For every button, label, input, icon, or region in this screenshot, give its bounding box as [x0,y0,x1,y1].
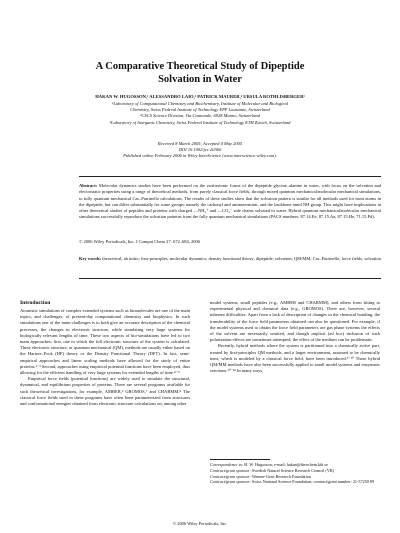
affiliation-line: ³Laboratory of Inorganic Chemistry, Swiss Federal Institute of Technology ETH Zürich, Switzerland [109,119,291,125]
published-online: Published online February 2006 in Wiley InterScience (www.interscience.wiley.com). [123,153,277,159]
footnote-rule [210,459,270,460]
affiliation-line: Chemistry, Swiss Federal Institute of Technology EPF Lausanne, Switzerland [130,107,270,113]
body-paragraph: Empirical force fields (potential functions) are widely used to simulate the structural, dynamical, and equilibrium properties of proteins. There are several programs available for such theoretical investigations, for example, AMBER,⁶ GROMOS,⁷ and CHARMM.⁸ The classical force fields used in these programs have often been parameterized from structures and conformational energies obtained from electronic structure calculations on, among other [20,376,190,407]
right-column [210,300,380,374]
received-accepted: Received 8 March 2005; Accepted 4 May 2005 [157,141,243,146]
title-line-2: Solvation in Water [158,74,242,85]
body-paragraph: model systems, small peptides (e.g., AMBER and CHARMM), and others from fitting to experimental physical and chemical data (e.g., GROMOS). There are, however, several inherent difficulties. Apart from a lack of description of changes in the chemical bonding, the transferability of the force field parameters obtained can also be questioned. For example, if the model systems used to obtain the force field parameters are gas phase systems the effects of the solvent are necessarily omitted, and though implicit (ad hoc) inclusion of such polarization effects are sometimes attempted, the effect of the medium can be problematic. [210,300,380,343]
corr-label: Contract/grant sponsor: [210,479,251,485]
correspondence-line [210,479,380,485]
keywords-label: Key words: [79,256,102,261]
author-list: HÅKAN W. HUGOSSON,¹ ALESSANDRO LAIO,¹ PATRICK MAURER,¹ URSULA ROTHLISBERGER¹ [95,94,305,99]
corr-label: Contract/grant sponsor: [210,473,251,479]
page-footer: © 2006 Wiley Periodicals, Inc. [172,521,228,526]
abstract-label: Abstract: [79,183,98,188]
keywords-text: theoretical; ab initio; first-principles; molecular dynamics; density functional theory; dipeptide; solvation; QM/MM; Car–Parrinello; force fields; solvation [102,256,381,261]
citation-line: © 2006 Wiley Periodicals, Inc. J Comput Chem 27: 672–684, 2006 [79,239,201,244]
corr-text: H. W. Hugosson; e-mail: hakan@theochem.kth.se [244,462,328,467]
corr-label: Correspondence to: [210,462,244,467]
affiliations [60,101,340,126]
corr-text: Wenner-Gren Research Foundation [251,473,311,479]
title-line-1: A Comparative Theoretical Study of Dipeptide [95,61,305,72]
affiliation-line: ¹Laboratory of Computational Chemistry and Biochemistry, Institute of Molecular and Biological [112,101,288,106]
correspondence-block [210,462,380,485]
doi: DOI 10.1002/jcc.20360 [178,147,222,153]
bottom-divider [79,278,381,279]
keywords [79,256,381,262]
corr-label: Contract/grant sponsor: [210,467,251,473]
abstract [79,183,381,221]
left-column [20,308,190,407]
section-heading: Introduction [20,300,51,306]
publication-dates [60,141,340,160]
affiliation-line: ²CSCS Science Division, Via Cantonale, 6928 Manno, Switzerland [140,113,260,119]
abstract-text: Molecular dynamics studies have been performed on the zwitterionic forms of the dipeptide glycine–alanine in water, with focus on the solvation and electrostatic properties using a range of theoretical methods, from purely classical force fields, through mixed quantum mechanical/molecular mechanical simulations, to fully quantum mechanical Car–Parrinello calculations. The results of these studies show that the solvation pattern is similar for all methods used for most atoms in the dipeptide, but can differ substantially for some groups: namely the carbonyl and aminoterminii, and the backbone amid NH group. This might have implications in other theoretical studies of peptides and proteins with charged —NH₃⁺ and —CO₂⁻ side chains solvated in water. Hybrid quantum mechanical/molecular mechanical simulations successfully reproduce the solvation patterns from the fully quantum mechanical simulations (PACS numbers: 87.14.Ee, 87.15.Aa, 87.15.He, 71.15.Pd). [79,183,381,220]
corr-text: Swedish Natural Science Research Council (VR) [251,467,335,473]
paper-title [40,60,360,86]
body-paragraph: Recently, hybrid methods where the system is partitioned into a chemically active part, treated by first-principles QM methods, and a larger environment, assumed to be chemically inert, which is modeled by a classical force field, have been introduced.⁹⁻¹⁰ These hybrid QM/MM methods have also been successfully applied to small model systems and enzymatic reactions.¹⁰⁻¹⁸ In many ways, [210,343,380,374]
body-paragraph: Atomistic simulations of complex extended systems such as biomolecules are one of the main topics, and challenges, of present-day computational chemistry and biophysics. In such simulations one of the main challenges is to both give an accurate description of the chemical processes, the changes in electronic structure, while simulating very large systems for biologically relevant lengths of time. These two aspects of bio-simulations have led to two main approaches; first, one in which the full electronic structure of the system is calculated. These electronic structure, or quantum mechanical (QM), methods are usually either based on the Hartree–Fock (HF) theory or the Density Functional Theory (DFT). In fact, semi-empirical approaches and linear scaling methods have allowed for the study of entire proteins.¹⁻³ Second, approaches using empirical potential functions have been employed, thus allowing for the efficient handling of very large systems for extended lengths of time.⁴⁻⁵ [20,308,190,376]
top-divider [79,176,381,177]
corr-text: Swiss National Science Foundation; contract/grant number: 21-57250.99 [251,479,375,485]
